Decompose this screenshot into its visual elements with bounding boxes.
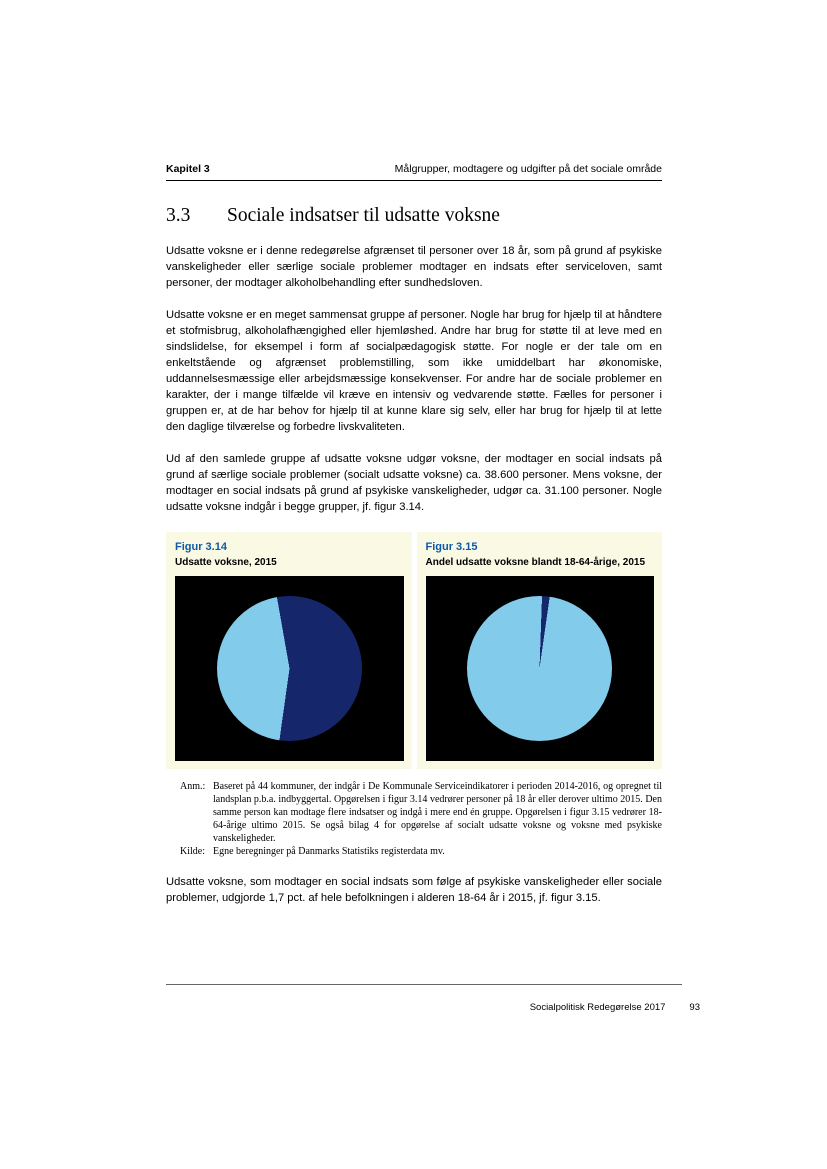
note-anm (180, 780, 662, 845)
footer-rule (166, 984, 682, 985)
note-kilde-text: Egne beregninger på Danmarks Statistiks registerdata mv. (213, 846, 445, 857)
footer-text-row (166, 1002, 700, 1013)
figure-label-3-14: Figur 3.14 (175, 541, 227, 553)
body-paragraph-3: Ud af den samlede gruppe af udsatte voksne udgør voksne, der modtager en social indsats på grund af særlige sociale problemer (socialt udsatte voksne) ca. 38.600 personer. Mens voksne, der modtager en social indsats på grund af psykiske vanskeligheder, udgør ca. 31.100 personer. Nogle udsatte voksne indgår i begge grupper, jf. figur 3.14. (166, 453, 662, 513)
section-number: 3.3 (166, 205, 191, 226)
page-content (166, 163, 662, 906)
page-footer (166, 984, 700, 1013)
chart-area-3-15 (426, 576, 655, 761)
figure-panel-3-14 (166, 532, 412, 769)
section-heading (166, 205, 662, 227)
running-header-title: Målgrupper, modtagere og udgifter på det sociale område (394, 163, 662, 175)
figure-notes (180, 780, 662, 858)
figure-title-3-14: Udsatte voksne, 2015 (175, 557, 277, 568)
figure-panel-3-15 (417, 532, 663, 769)
note-kilde-label: Kilde: (180, 846, 205, 857)
note-anm-text: Baseret på 44 kommuner, der indgår i De Kommunale Serviceindikatorer i perioden 2014-2016, og opregnet til landsplan p.b.a. indbyggertal. Opgørelsen i figur 3.14 vedrører personer på 18 år eller derover ultimo 2015. Den samme person kan modtage flere indsatser og indgå i mere end én gruppe. Opgørelsen i figur 3.15 vedrører 18-64-årige ultimo 2015. Se også bilag 4 for opgørelse af socialt udsatte voksne og voksne med psykiske vanskeligheder. (213, 781, 662, 844)
note-kilde (180, 845, 662, 858)
page-number: 93 (689, 1002, 700, 1013)
section-title-text: Sociale indsatser til udsatte voksne (227, 205, 500, 226)
pie-chart-3-15 (467, 596, 612, 741)
body-paragraph-2: Udsatte voksne er en meget sammensat gruppe af personer. Nogle har brug for hjælp til at håndtere et stofmisbrug, alkoholafhængighed eller hjemløshed. Andre har brug for støtte til at leve med en sindslidelse, for eksempel i form af socialpædagogisk støtte. For nogle er der tale om en enkeltstående og afgrænset problemstilling, som ikke umiddelbart har økonomiske, uddannelsesmæssige eller arbejdsmæssige konsekvenser. For andre har de sociale problemer en karakter, der i mange tilfælde vil kræve en intensiv og vedvarende støtte. Fælles for personer i gruppen er, at de har behov for hjælp til at kunne klare sig selv, eller har brug for hjælp til at lette den daglige tilværelse og forbedre livskvaliteten. (166, 309, 662, 433)
note-anm-label: Anm.: (180, 781, 206, 792)
pie-chart-3-14 (217, 596, 362, 741)
figure-title-3-15: Andel udsatte voksne blandt 18-64-årige, 2015 (425, 557, 646, 568)
footer-publication-title: Socialpolitisk Redegørelse 2017 (529, 1002, 666, 1013)
figure-label-3-15: Figur 3.15 (425, 541, 478, 553)
figure-row (166, 532, 662, 769)
chart-area-3-14 (175, 576, 404, 761)
running-header (166, 163, 662, 181)
body-paragraph-4: Udsatte voksne, som modtager en social indsats som følge af psykiske vanskeligheder eller sociale problemer, udgjorde 1,7 pct. af hele befolkningen i alderen 18-64 år i 2015, jf. figur 3.15. (166, 876, 662, 904)
body-paragraph-1: Udsatte voksne er i denne redegørelse afgrænset til personer over 18 år, som på grund af psykiske vanskeligheder eller særlige sociale problemer modtager en indsats efter serviceloven, samt personer, der modtager alkoholbehandling efter sundhedsloven. (166, 245, 662, 289)
chapter-label: Kapitel 3 (166, 163, 210, 175)
